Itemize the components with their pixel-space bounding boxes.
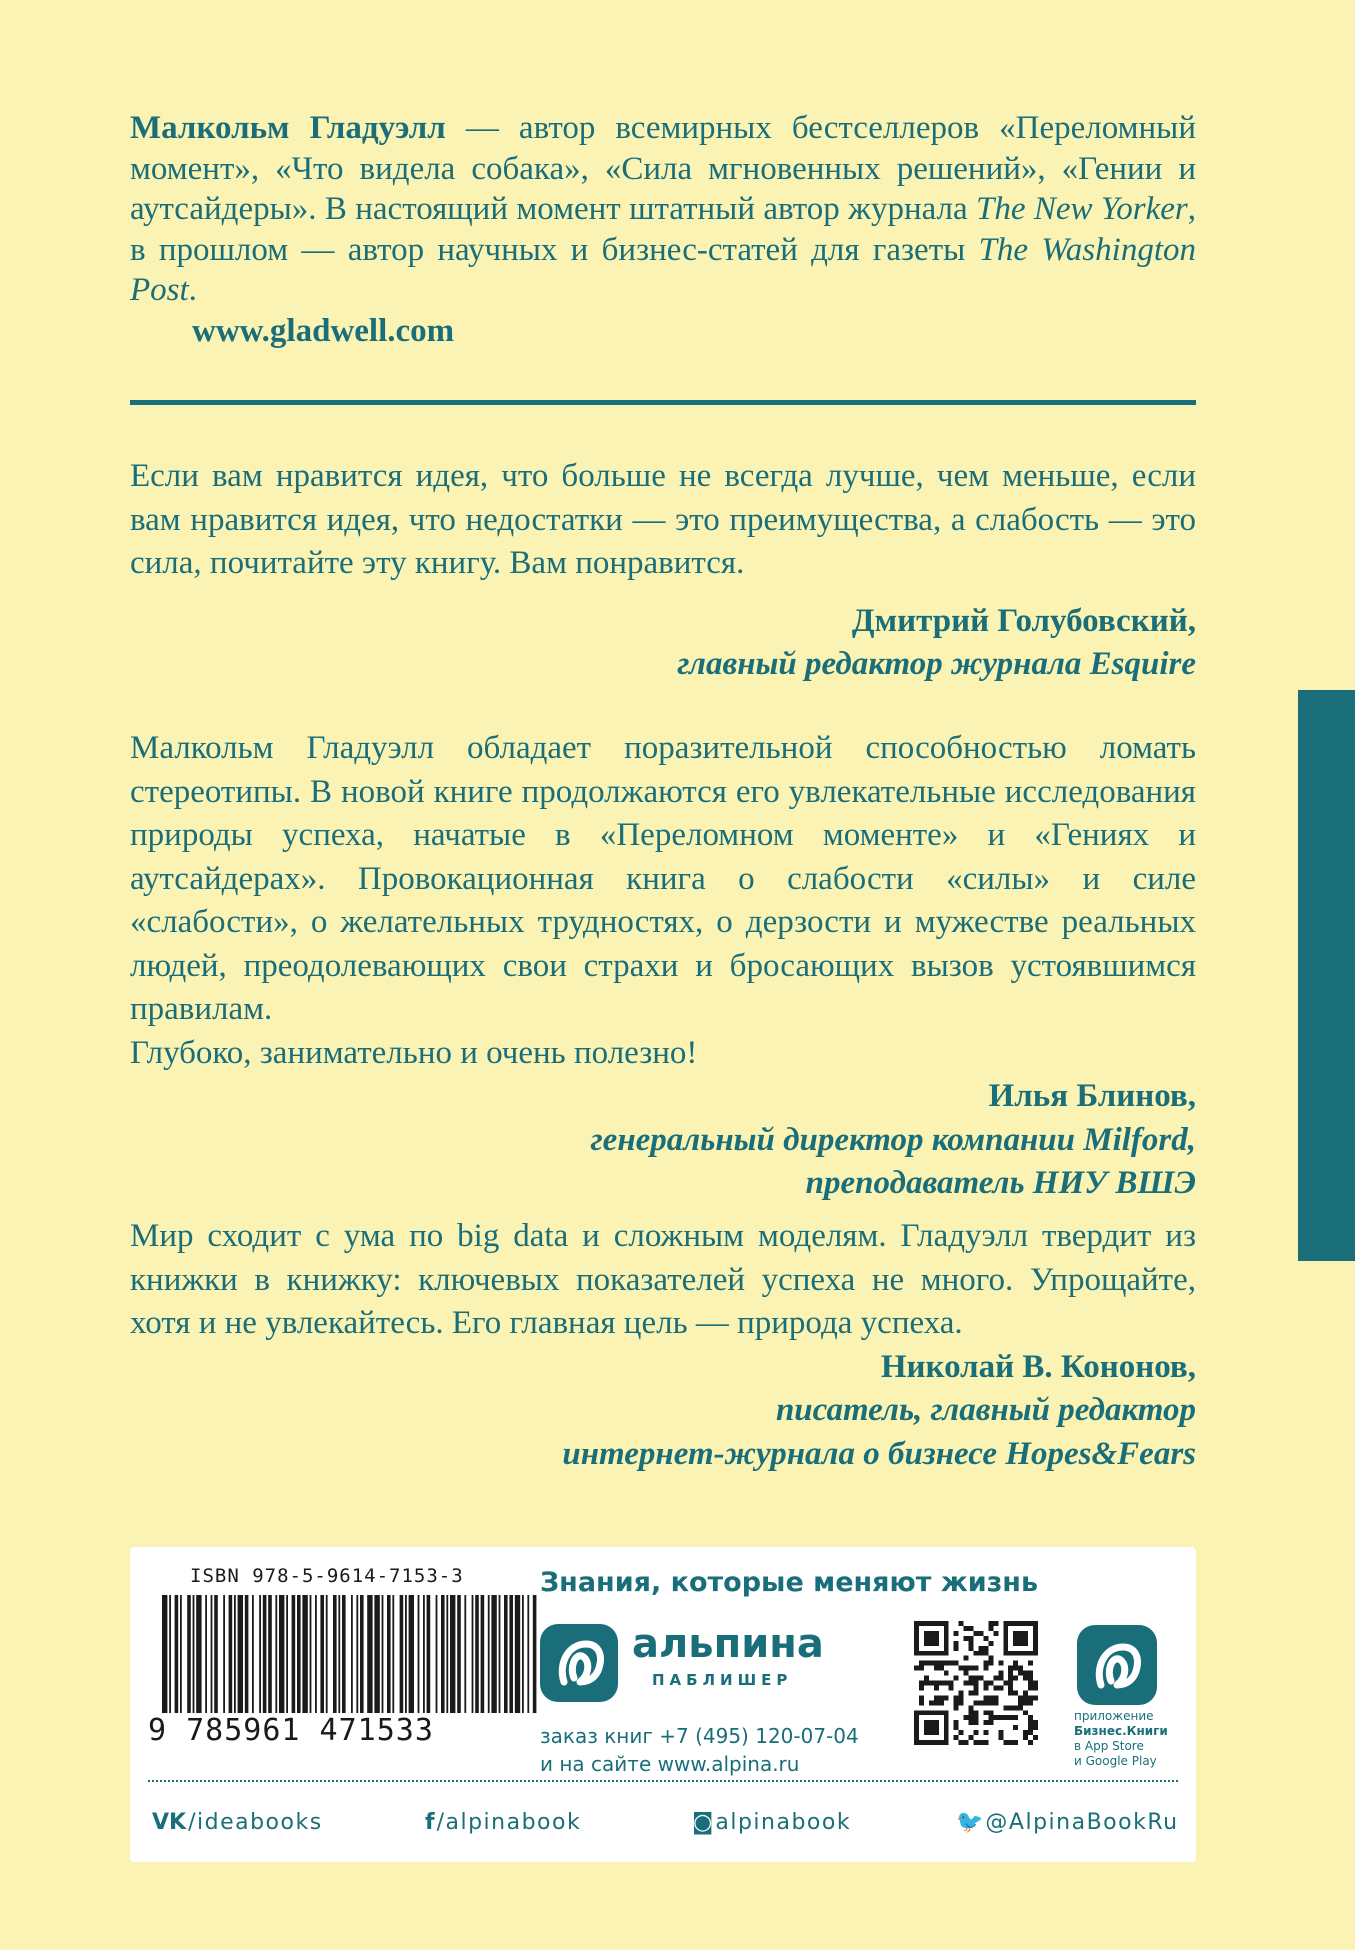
- quote-signature: [130, 1075, 1196, 1206]
- quote-author-role: интернет-журнала о бизнесе Hopes&Fears: [562, 1435, 1196, 1472]
- quote-author-role: преподаватель НИУ ВШЭ: [805, 1165, 1196, 1201]
- publisher-name: альпина: [632, 1621, 824, 1667]
- author-name: Малкольм Гладуэлл: [130, 110, 446, 146]
- side-color-tab: [1298, 690, 1355, 1261]
- quote-signature: [130, 1346, 1196, 1477]
- quote-text: Глубоко, занимательно и очень полезно!: [130, 1034, 698, 1071]
- vk-icon: VK: [152, 1810, 187, 1835]
- barcode-digits: 9 785961 471533: [148, 1713, 434, 1748]
- qr-code[interactable]: [914, 1621, 1038, 1745]
- quote-text: Малкольм Гладуэлл обладает поразительной способностью ломать стереотипы. В новой книге продолжаются его увлекательные исследования природы успеха, начатые в «Переломном моменте» и «Гениях и аутсайдерах». Провокационная книга о слабости «силы» и силе «слабости», о желательных трудностях, о дерзости и мужестве реальных людей, преодолевающих свои страхи и бросающих вызов устоявшимся правилам.: [130, 730, 1196, 1027]
- quote-golubovsky: [130, 455, 1196, 687]
- social-instagram[interactable]: ◙alpinabook: [692, 1810, 852, 1835]
- footer-divider: [148, 1780, 1178, 1782]
- social-twitter[interactable]: 🐦@AlpinaBookRu: [956, 1810, 1179, 1835]
- twitter-icon: 🐦: [956, 1810, 984, 1835]
- quote-author-role: писатель, главный редактор: [775, 1392, 1196, 1428]
- order-info: [540, 1722, 859, 1778]
- quote-text: Мир сходит с ума по big data и сложным моделям. Гладуэлл твердит из книжки в книжку: ключевых показателей успеха не много. Упрощайте, хотя и не увлекайтесь. Его главная цель — природа успеха.: [130, 1218, 1196, 1341]
- quote-author-name: Дмитрий Голубовский,: [851, 602, 1196, 639]
- publication-washington-post: The Washington Post: [130, 231, 1196, 308]
- quote-text: Если вам нравится идея, что больше не всегда лучше, чем меньше, если вам нравится идея, что недостатки — это преимущества, а слабость — это сила, почитайте эту книгу. Вам понравится.: [130, 458, 1196, 581]
- publisher-footer: [130, 1547, 1196, 1862]
- divider-rule: [130, 400, 1196, 405]
- author-bio: Малкольм Гладуэлл — автор всемирных бестселлеров «Переломный момент», «Что видела собака», «Сила мгновенных решений», «Гении и аутсайдеры». В настоящий момент штатный автор журнала The New Yorker, в прошлом — автор научных и бизнес-статей для газеты The Washington Post. www.gladwell.com: [130, 108, 1196, 351]
- facebook-icon: f: [425, 1810, 435, 1835]
- app-caption: приложение Бизнес.Книги в App Store и Google Play: [1074, 1709, 1168, 1768]
- quote-blinov: [130, 727, 1196, 1206]
- social-facebook[interactable]: f/alpinabook: [425, 1810, 582, 1835]
- quote-author-role: главный редактор журнала Esquire: [677, 646, 1196, 682]
- publisher-slogan: Знания, которые меняют жизнь: [540, 1567, 1039, 1598]
- quote-author-name: Николай В. Кононов,: [880, 1348, 1196, 1385]
- quote-kononov: [130, 1215, 1196, 1476]
- order-phone: заказ книг +7 (495) 120-07-04: [540, 1724, 859, 1748]
- author-website[interactable]: www.gladwell.com: [192, 312, 455, 349]
- quote-author-name: Илья Блинов,: [988, 1078, 1196, 1114]
- business-books-app-icon[interactable]: [1077, 1625, 1157, 1705]
- order-website[interactable]: и на сайте www.alpina.ru: [540, 1752, 800, 1776]
- publisher-subname: ПАБЛИШЕР: [652, 1671, 793, 1689]
- barcode: [158, 1595, 538, 1713]
- quote-signature: [130, 600, 1196, 687]
- instagram-icon: ◙: [692, 1810, 714, 1835]
- social-vk[interactable]: VK/ideabooks: [152, 1810, 323, 1835]
- quote-author-role: генеральный директор компании Milford,: [590, 1121, 1196, 1158]
- publication-new-yorker: The New Yorker: [976, 191, 1188, 227]
- alpina-logo-icon: [540, 1624, 618, 1702]
- isbn-label: ISBN 978-5-9614-7153-3: [190, 1565, 464, 1587]
